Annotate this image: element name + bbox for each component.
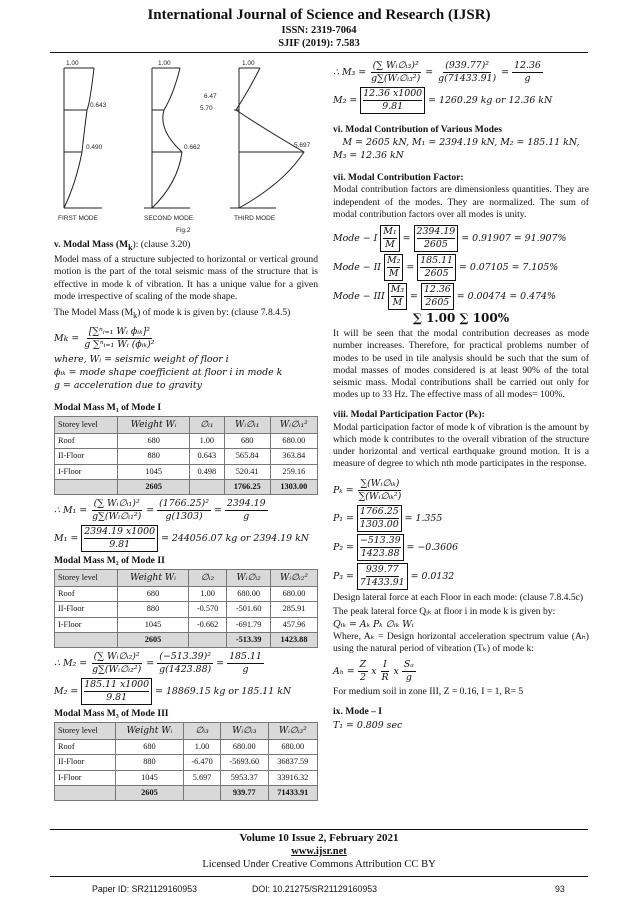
m1-equation: ∴ M₁ = $\frac{\text{(∑ Wᵢ∅ᵢ₁)²}}{\text{g∑(Wᵢ∅ᵢ₁²)}}$ = (1766.25)² g(1303) = 2394.19 g [54, 498, 266, 523]
footer-bottom-rule [50, 876, 588, 877]
viii-paragraph: Modal participation factor of mode k of vibration is the amount by which mode k contributes to the overall vibration of the structure under horizontal and vertical earthquake ground motion. It is a measure of degree to which nth mode participates in the response. [333, 421, 589, 470]
table-row: Roof 680 1.00 680.00 680.00 [55, 587, 318, 602]
m2-bot-value: 0.662 [184, 144, 201, 151]
p3-equation: P₃ = $\frac{939.77}{71433.91}$ = 0.0132 [333, 564, 455, 589]
sjif: SJIF (2019): 7.583 [278, 38, 360, 49]
vi-line1: M = 2605 kN, M₁ = 2394.19 kN, M₂ = 185.11 kN, [342, 137, 580, 149]
mode2-table: Storey level Weight Wᵢ ∅ᵢ₂ Wᵢ∅ᵢ₂ Wᵢ∅ᵢ₂² Roof 680 1.00 680.00 680.00 II-Floor 880 -0.570 -501.60 285.91 I-Floor 1045 -0.662 -691.79 457.96 2605 -513.39 1423.88 [54, 569, 318, 648]
pk-equation: Pₖ = $\frac{\text{∑(Wᵢ∅ᵢₖ)}}{\text{∑(Wᵢ∅ᵢₖ²)}}$ [333, 478, 402, 503]
left-column [54, 58, 318, 804]
journal-header [0, 7, 638, 50]
qik-equation: Qᵢₖ = Aₖ Pₖ ∅ᵢₖ Wᵢ [333, 618, 414, 630]
mode-ii-contribution: Mode − II M₂ M = $\frac{185.11}{2605}$ = 0.07105 = 7.105% [333, 255, 559, 280]
where-weight: where, Wᵢ = seismic weight of floor i [54, 354, 229, 366]
mode1-heading: Modal Mass M₁ of Mode I [54, 402, 162, 414]
viii-heading: viii. Modal Participation Factor (Pₖ): [333, 409, 485, 421]
m2-equation: ∴ M₂ = $\frac{\text{(∑ Wᵢ∅ᵢ₂)²}}{\text{g∑(Wᵢ∅ᵢ₂²)}}$ = (−513.39)² g(1423.88) = 185.11 g [54, 651, 262, 676]
m3-equation: ∴ M₃ = $\frac{\text{(∑ Wᵢ∅ᵢ₃)²}}{\text{g∑(Wᵢ∅ᵢ₃²)}}$ = (939.77)² g(71433.91) = 12.36 g [333, 60, 541, 84]
t1-value: T₁ = 0.809 sec [333, 719, 403, 731]
where-ak: Where, Aₖ = Design horizontal acceleration spectrum value (Aₕ) using the natural period of vibration (Tₖ) of mode k: [333, 630, 589, 655]
where-gravity: g = acceleration due to gravity [54, 380, 202, 392]
ix-heading: ix. Mode – I [333, 706, 383, 718]
license-line: Licensed Under Creative Commons Attribution CC BY [202, 859, 436, 870]
m3-top-value: 1.00 [242, 60, 255, 67]
m2-mid2-value: 5.70 [200, 105, 213, 112]
table-row: Roof 680 1.00 680.00 680.00 [55, 740, 318, 755]
m2-top-value: 1.00 [158, 60, 171, 67]
mode-i-contribution: Mode − I M₁ M = $\frac{2394.19}{2605}$ = 0.91907 = 91.907% [333, 226, 567, 251]
modal-mass-heading: v. Modal Mass $(M_k)$: (clause 3.20) [54, 239, 191, 252]
table-row: II-Floor 880 0.643 565.84 363.84 [55, 449, 318, 464]
footer [0, 832, 638, 871]
volume-line: Volume 10 Issue 2, February 2021 [239, 832, 399, 844]
doi: DOI: 10.21275/SR21129160953 [252, 884, 378, 894]
page-number: 93 [555, 884, 565, 894]
header-rule [50, 52, 588, 53]
site-link[interactable]: www.ijsr.net [291, 846, 347, 857]
mode-shape-diagram [54, 58, 318, 236]
mode3-table: Storey level Weight Wᵢ ∅ᵢ₃ Wᵢ∅ᵢ₃ Wᵢ∅ᵢ₃² Roof 680 1.00 680.00 680.00 II-Floor 880 -6.470 -5693.60 36837.59 I-Floor 1045 5.697 5953.37 33916.32 2605 939.77 71433.91 [54, 722, 318, 801]
second-mode-label: SECOND MODE [144, 215, 194, 222]
m1-value: M₁ = $\frac{2394.19 x1000}{9.81}$ = 244056.07 kg or 2394.19 kN [54, 526, 309, 551]
p1-equation: P₁ = $\frac{1766.25}{1303.00}$ = 1.355 [333, 506, 443, 531]
right-column [333, 58, 589, 732]
vii-paragraph: Modal contribution factors are dimensionless quantities. They are independent of the modes. They are normalized. The sum of modal contribution factors over all modes is unity. [333, 184, 589, 220]
table-total-row: 2605 939.77 71433.91 [55, 785, 318, 800]
m1-mid-value: 0.643 [90, 102, 107, 109]
table-row: Roof 680 1.00 680 680.00 [55, 434, 318, 449]
mode-shape-figure [54, 58, 318, 236]
vi-heading: vi. Modal Contribution of Various Modes [333, 124, 502, 135]
table-row: II-Floor 880 -6.470 -5693.60 36837.59 [55, 755, 318, 770]
journal-title: International Journal of Science and Research (IJSR) [147, 7, 491, 23]
table-total-row: 2605 -513.39 1423.88 [55, 632, 318, 647]
sum-line: ∑ 1.00 ∑ 100% [412, 311, 510, 326]
mk-equation: M k = [∑ⁿᵢ₌₁ Wᵢ ϕᵢₖ]² g ∑ⁿᵢ₌₁ Wᵢ (ϕᵢₖ)² [54, 326, 155, 351]
soil-line: For medium soil in zone III, Z = 0.16, I = 1, R= 5 [333, 686, 524, 698]
design-paragraph-2: The peak lateral force Qᵢₖ at floor i in mode k is given by: [333, 605, 556, 617]
issn: ISSN: 2319-7064 [281, 25, 357, 36]
m1-bot-value: 0.490 [86, 144, 103, 151]
third-mode-label: THIRD MODE [234, 215, 276, 222]
footer-rule [50, 829, 588, 830]
paper-id: Paper ID: SR21129160953 [92, 884, 197, 894]
figure-caption: Fig.2 [176, 227, 191, 234]
where-mode-shape: ϕᵢₖ = mode shape coefficient at floor i in mode k [54, 367, 283, 379]
mode2-heading: Modal Mass M₂ of Mode II [54, 555, 165, 567]
ah-equation: Aₕ = $\frac{Z}{2}$ x I R x Sₐ g [333, 659, 414, 684]
table-row: I-Floor 1045 0.498 520.41 259.16 [55, 464, 318, 479]
p2-equation: P₂ = $\frac{-513.39}{1423.88}$ = −0.3606 [333, 535, 459, 560]
m2-mid-value: 6.47 [204, 93, 217, 100]
m3-value: M₂ = $\frac{12.36 x1000}{9.81}$ = 1260.29 kg or 12.36 kN [333, 88, 553, 112]
table-total-row: 2605 1766.25 1303.00 [55, 479, 318, 494]
mode1-table: Storey level Weight Wᵢ ∅ᵢ₁ Wᵢ∅ᵢ₁ Wᵢ∅ᵢ₁² Roof 680 1.00 680 680.00 II-Floor 880 0.643 565.84 363.84 I-Floor 1045 0.498 520.41 259.16 2605 1766.25 1303.00 [54, 416, 318, 495]
mode3-heading: Modal Mass M₃ of Mode III [54, 708, 169, 720]
vi-line2: M₃ = 12.36 kN [333, 150, 404, 162]
mode-iii-contribution: Mode − III M₃ M = $\frac{12.36}{2605}$ = 0.00474 = 0.474% [333, 284, 556, 309]
table-row: II-Floor 880 -0.570 -501.60 285.91 [55, 602, 318, 617]
contribution-paragraph: It will be seen that the modal contribution decreases as mode number increases. Therefore, for practical problems number of modes to be used in tile analysis should be such that the sum of modal masses of modes considered is at least 90% of the total seismic mass. Modal contributions shall be carried out only for modes up to 33 Hz. The effective mass of all modes= 100%. [333, 328, 589, 401]
m1-top-value: 1.00 [66, 60, 79, 67]
m3-bot-value: 5.697 [294, 142, 311, 149]
model-mass-given: The Model Mass $(M_k)$ of mode k is given by: (clause 7.8.4.5) [54, 306, 291, 320]
m2-value: M₂ = $\frac{185.11 x1000}{9.81}$ = 18869.15 kg or 185.11 kN [54, 679, 292, 704]
vii-heading: vii. Modal Contribution Factor: [333, 172, 464, 184]
table-row: I-Floor 1045 -0.662 -691.79 457.96 [55, 617, 318, 632]
modal-mass-paragraph: Model mass of a structure subjected to horizontal or vertical ground motion is the part of the total seismic mass of the structure that is effective in mode k of vibration. It has a unique value for a given mode irrespective of scaling of the mode shape. [54, 254, 318, 302]
design-paragraph-1: Design lateral force at each Floor in each mode: (clause 7.8.4.5c) [333, 592, 584, 604]
table-row: I-Floor 1045 5.697 5953.37 33916.32 [55, 770, 318, 785]
first-mode-label: FIRST MODE [58, 215, 98, 222]
